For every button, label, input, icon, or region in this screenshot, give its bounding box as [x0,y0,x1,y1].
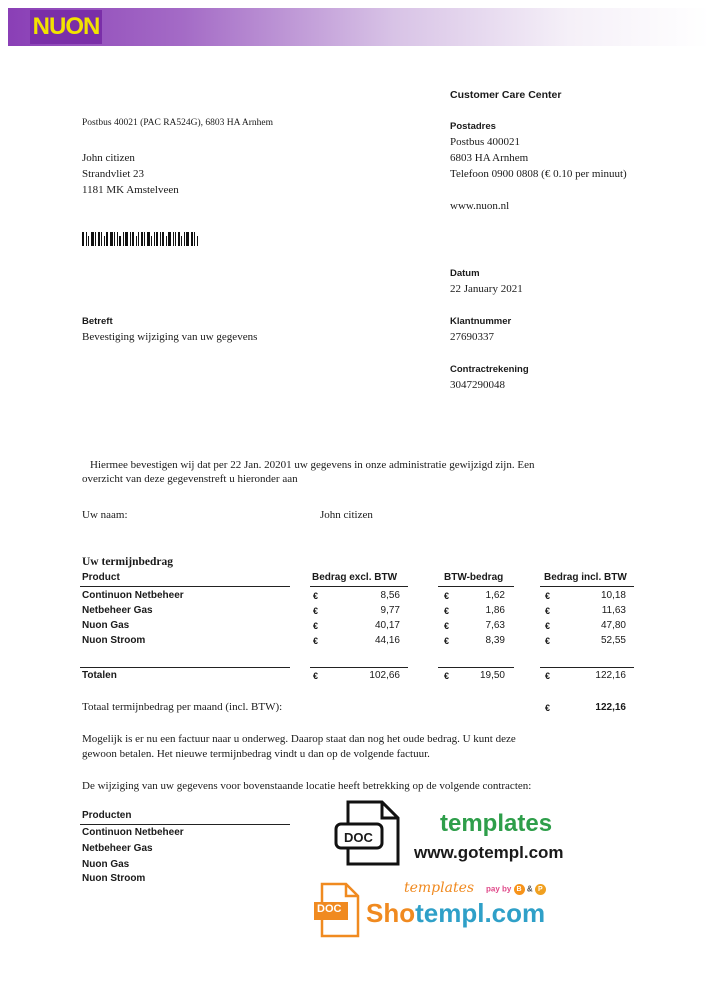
total-btw: 19,50 [479,670,505,681]
rule-total-btw [438,667,514,668]
barcode-bar [130,232,131,246]
contact-city: 6803 HA Arnhem [450,152,529,164]
subject-label: Betreft [82,316,113,327]
datum-value: 22 January 2021 [450,283,523,295]
currency: € [545,606,551,616]
barcode-bar [154,232,155,246]
recipient-street: Strandvliet 23 [82,168,145,180]
col-btw: BTW-bedrag [444,572,504,583]
barcode-bar [160,232,161,246]
barcode-bar [162,232,164,246]
barcode-bar [106,232,108,246]
barcode-bar [95,232,96,246]
barcode-bar [138,232,139,246]
incl-cell: 10,18 [600,590,626,601]
intro-line-2: overzicht van deze gegevenstreft u hieronder aan [82,473,298,485]
excl-cell: 40,17 [374,620,400,631]
currency: € [313,591,319,601]
currency: € [313,621,319,631]
barcode-bar [186,232,189,246]
product-cell: Continuon Netbeheer [82,590,184,601]
contact-postbus: Postbus 400021 [450,136,520,148]
btw-cell: 7,63 [485,620,505,631]
currency: € [313,606,319,616]
contractrekening-label: Contractrekening [450,364,529,375]
barcode-bar [166,236,167,246]
barcode-bar [82,232,84,246]
currency: € [545,621,551,631]
currency: € [444,591,450,601]
btw-cell: 1,62 [485,590,505,601]
contract-item: Nuon Stroom [82,873,146,884]
header-band [8,8,710,46]
barcode-bar [117,232,118,246]
barcode-bar [136,236,137,246]
total-incl: 122,16 [595,670,626,681]
barcode-bar [88,236,89,246]
rule-total-product [80,667,290,668]
excl-cell: 44,16 [374,635,400,646]
product-cell: Netbeheer Gas [82,605,153,616]
barcode-bar [101,232,102,246]
nuon-logo: NUON [30,10,102,44]
watermark-shotempl: Shotempl.com [366,898,546,928]
barcode-bar [125,232,128,246]
name-value: John citizen [320,509,373,521]
excl-cell: 8,56 [380,590,400,601]
col-product: Product [82,572,120,583]
subject-text: Bevestiging wijziging van uw gegevens [82,331,258,343]
rule-incl [540,586,634,587]
watermark-templates: templates [440,810,553,837]
currency: € [313,636,319,646]
monthly-value: 122,16 [595,702,626,713]
btw-cell: 1,86 [485,605,505,616]
currency: € [545,591,551,601]
barcode-bar [123,232,124,246]
barcode-bar [104,236,105,246]
rule-btw [438,586,514,587]
total-label: Totalen [82,670,117,681]
contact-website: www.nuon.nl [450,200,510,212]
contractrekening-value: 3047290048 [450,379,505,391]
barcode-bar [132,232,134,246]
barcode-bar [91,232,94,246]
btw-cell: 8,39 [485,635,505,646]
rule-total-excl [310,667,408,668]
barcode-bar [114,232,115,246]
barcode-bar [147,232,150,246]
intro-line-1: Hiermee bevestigen wij dat per 22 Jan. 20201 uw gegevens in onze administratie gewijzigd zijn. Een [90,459,535,471]
contract-item: Nuon Gas [82,859,130,870]
monthly-label: Totaal termijnbedrag per maand (incl. BTW): [82,701,283,713]
currency: € [444,606,450,616]
barcode-bar [151,236,152,246]
barcode-bar [197,236,198,246]
barcode-bar [194,232,195,246]
klantnummer-value: 27690337 [450,331,494,343]
col-incl: Bedrag incl. BTW [544,572,627,583]
barcode-bar [173,232,174,246]
contracts-rule [80,824,290,825]
rule-product [80,586,290,587]
contact-title: Customer Care Center [450,89,562,101]
barcode [82,232,198,246]
currency: € [444,621,450,631]
currency: € [545,671,551,681]
klantnummer-label: Klantnummer [450,316,512,327]
watermark-url: www.gotempl.com [414,843,564,862]
currency: € [313,671,319,681]
incl-cell: 11,63 [601,605,626,616]
bitcoin-icon: B [514,884,525,895]
barcode-bar [119,236,121,246]
recipient-name: John citizen [82,152,135,164]
paypal-icon: P [535,884,546,895]
currency: € [545,636,551,646]
barcode-bar [144,232,145,246]
barcode-bar [191,232,193,246]
rule-total-incl [540,667,634,668]
contract-item: Continuon Netbeheer [82,827,184,838]
barcode-bar [181,236,182,246]
barcode-bar [141,232,143,246]
total-excl: 102,66 [369,670,400,681]
barcode-bar [178,232,180,246]
col-excl: Bedrag excl. BTW [312,572,398,583]
doc-label-orange: DOC [317,903,342,915]
barcode-bar [168,232,171,246]
barcode-bar [98,232,100,246]
watermark-pay: pay by B & P [486,884,546,895]
incl-cell: 52,55 [600,635,626,646]
barcode-bar [184,232,185,246]
product-cell: Nuon Stroom [82,635,146,646]
contract-item: Netbeheer Gas [82,843,153,854]
table-title: Uw termijnbedrag [82,556,174,568]
datum-label: Datum [450,268,480,279]
barcode-bar [175,232,176,246]
rule-excl [310,586,408,587]
barcode-bar [110,232,113,246]
barcode-bar [156,232,158,246]
contact-phone: Telefoon 0900 0808 (€ 0.10 per minuut) [450,168,627,180]
barcode-bar [86,232,87,246]
watermark-script: templates [404,880,475,896]
excl-cell: 9,77 [380,605,400,616]
doc-label: DOC [344,830,373,845]
return-address: Postbus 40021 (PAC RA524G), 6803 HA Arnhem [82,118,273,128]
postadres-label: Postadres [450,121,496,132]
note-line-1: Mogelijk is er nu een factuur naar u onderweg. Daarop staat dan nog het oude bedrag. U kunt deze [82,733,516,745]
currency: € [444,671,450,681]
currency: € [444,636,450,646]
incl-cell: 47,80 [600,620,626,631]
note-line-2: gewoon betalen. Het nieuwe termijnbedrag vindt u dan op de volgende factuur. [82,748,430,760]
contracts-header: Producten [82,810,132,821]
currency: € [545,703,551,713]
name-label: Uw naam: [82,509,128,521]
contracts-intro: De wijziging van uw gegevens voor bovenstaande locatie heeft betrekking op de volgende contracten: [82,780,532,792]
product-cell: Nuon Gas [82,620,130,631]
recipient-city: 1181 MK Amstelveen [82,184,179,196]
